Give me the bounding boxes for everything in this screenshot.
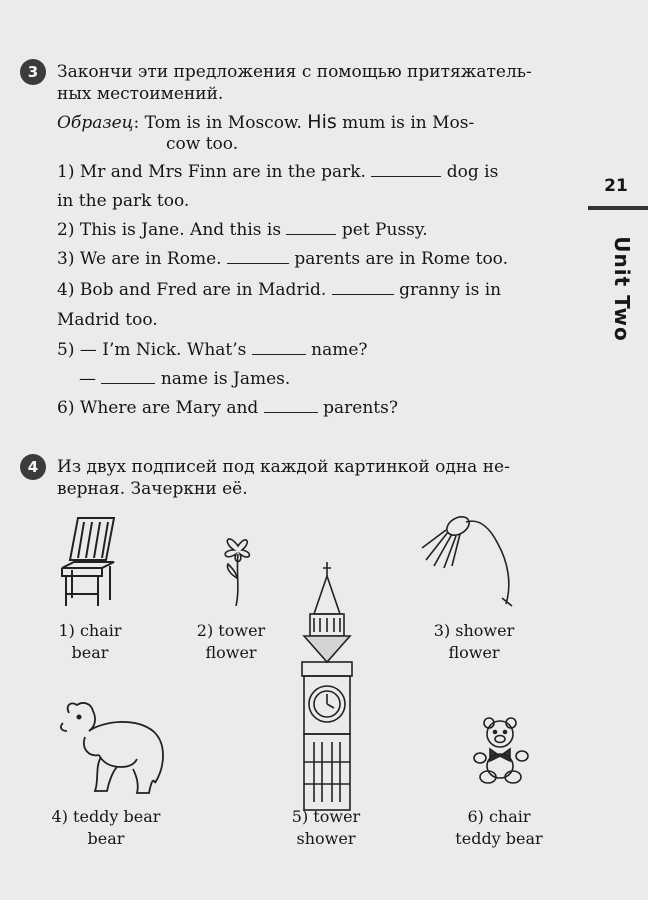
ex3-instruction-line1: Закончи эти предложения с помощью притяжатель- (57, 62, 532, 82)
caption-1-second[interactable]: bear (71, 643, 109, 662)
sentence-6-text-end: parents? (323, 398, 398, 418)
tower-icon (292, 562, 362, 810)
sample-text: Tom is in Moscow. (144, 113, 302, 133)
caption-3-second[interactable]: flower (448, 643, 500, 662)
page-number: 21 (604, 176, 628, 196)
sentence-4-cont: Madrid too. (57, 310, 158, 330)
sentence-5-text: 5) — I’m Nick. What’s (57, 340, 247, 360)
answer-blank-5b[interactable] (101, 369, 155, 384)
answer-blank-1[interactable] (371, 162, 441, 177)
sentence-5-dash: — (79, 369, 96, 389)
sentence-1-text: 1) Mr and Mrs Finn are in the park. (57, 162, 366, 182)
ex3-sample: Образец: Tom is in Moscow. His mum is in Mos- (57, 111, 475, 133)
caption-4-first[interactable]: 4) teddy bear (51, 807, 161, 826)
sentence-1 (57, 162, 498, 182)
answer-blank-2[interactable] (286, 220, 336, 235)
sentence-3-text: 3) We are in Rome. (57, 249, 222, 269)
ex3-sample-cont: cow too. (166, 134, 239, 154)
bear-icon (55, 697, 175, 797)
answer-blank-3[interactable] (227, 249, 289, 264)
sample-label: Образец (57, 113, 134, 133)
caption-1-first[interactable]: 1) chair (58, 621, 122, 640)
sample-answer: His (307, 111, 337, 133)
answer-blank-6[interactable] (264, 398, 318, 413)
sentence-4-text: 4) Bob and Fred are in Madrid. (57, 280, 327, 300)
sentence-6-text: 6) Where are Mary and (57, 398, 259, 418)
sentence-1-text-end: dog is (446, 162, 499, 182)
sentence-4-text-end: granny is in (399, 280, 502, 300)
unit-label: Unit Two (610, 236, 634, 342)
sentence-5-text-end: name? (311, 340, 368, 360)
answer-blank-4[interactable] (332, 280, 394, 295)
sentence-3-text-end: parents are in Rome too. (294, 249, 509, 269)
sample-text-end: mum is in Mos- (342, 113, 475, 133)
caption-4-second[interactable]: bear (87, 829, 125, 848)
exercise-3-badge: 3 (20, 59, 46, 85)
caption-6-first[interactable]: 6) chair (467, 807, 531, 826)
caption-3-first[interactable]: 3) shower (433, 621, 515, 640)
caption-2-second[interactable]: flower (205, 643, 257, 662)
sentence-5 (57, 340, 368, 360)
caption-5 (266, 806, 386, 850)
caption-2-first[interactable]: 2) tower (196, 621, 266, 640)
shower-icon (418, 514, 518, 610)
caption-5-first[interactable]: 5) tower (291, 807, 361, 826)
caption-2 (176, 620, 286, 664)
caption-1 (40, 620, 140, 664)
teddy-bear-icon (470, 716, 534, 784)
chair-icon (56, 510, 126, 610)
sentence-6 (57, 398, 398, 418)
sentence-3 (57, 249, 508, 269)
sentence-2-text-end: pet Pussy. (341, 220, 428, 240)
caption-6-second[interactable]: teddy bear (455, 829, 543, 848)
sentence-5-reply-text: name is James. (160, 369, 291, 389)
caption-3 (414, 620, 534, 664)
exercise-4-badge: 4 (20, 454, 46, 480)
sentence-4 (57, 280, 501, 300)
ex4-instruction-line1: Из двух подписей под каждой картинкой одна не- (57, 457, 510, 477)
caption-4 (46, 806, 166, 850)
sentence-2 (57, 220, 428, 240)
ex3-instruction-line2: ных местоимений. (57, 84, 224, 104)
flower-icon (218, 528, 258, 608)
caption-6 (434, 806, 564, 850)
sentence-5-reply (79, 369, 290, 389)
sentence-2-text: 2) This is Jane. And this is (57, 220, 282, 240)
caption-5-second[interactable]: shower (296, 829, 356, 848)
answer-blank-5a[interactable] (252, 340, 306, 355)
side-divider (588, 206, 648, 210)
ex4-instruction-line2: верная. Зачеркни её. (57, 479, 248, 499)
sentence-1-cont: in the park too. (57, 191, 190, 211)
